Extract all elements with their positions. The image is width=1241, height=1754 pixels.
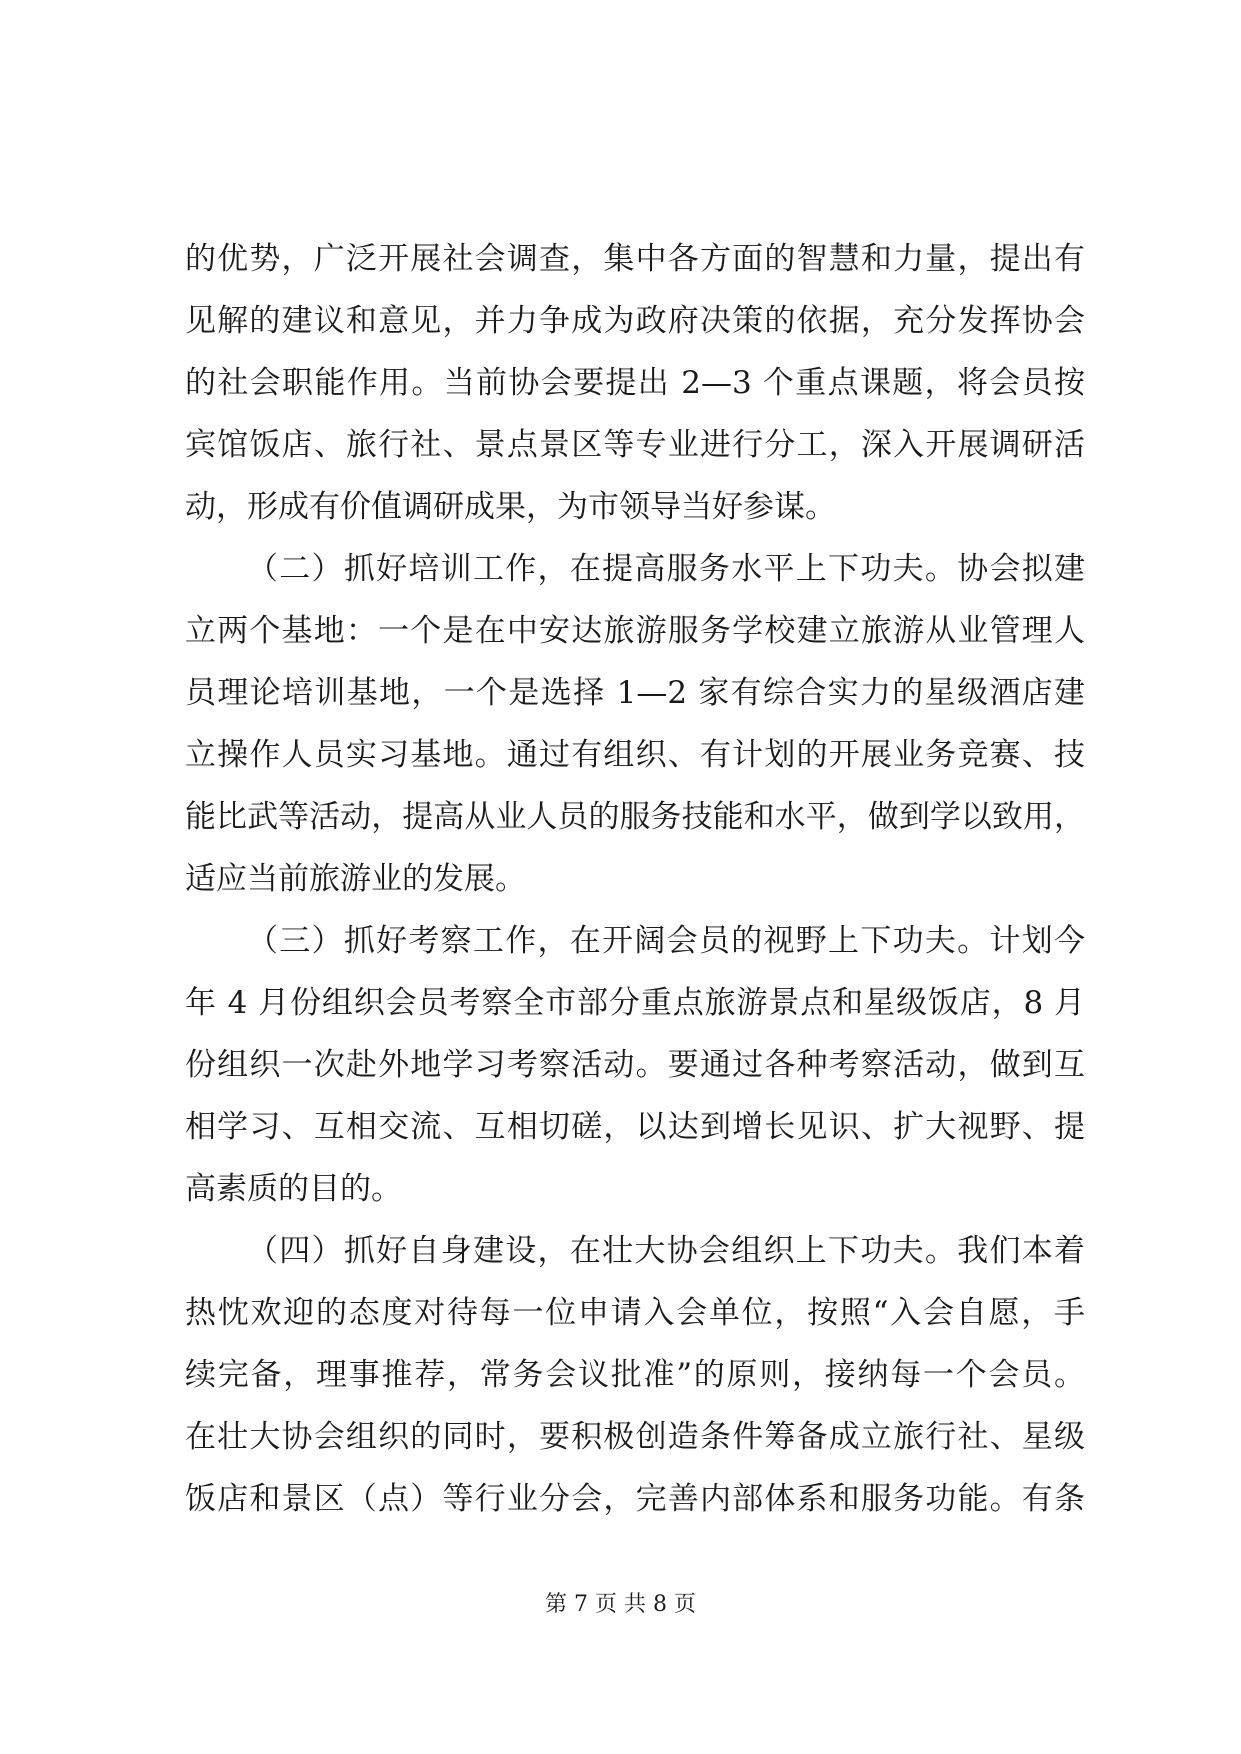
text-line: 的社会职能作用。当前协会要提出 2—3 个重点课题，将会员按 (185, 365, 1085, 401)
paragraph-heading-line: （四）抓好自身建设，在壮大协会组织上下功夫。我们本着 (247, 1233, 1085, 1269)
text-line: 热忱欢迎的态度对待每一位申请入会单位，按照“入会自愿，手 (185, 1295, 1085, 1331)
document-body (185, 228, 1085, 1530)
text-line: 年 4 月份组织会员考察全市部分重点旅游景点和星级饭店，8 月 (185, 985, 1085, 1021)
text-line: 见解的建议和意见，并力争成为政府决策的依据，充分发挥协会 (185, 303, 1085, 339)
text-line: 的优势，广泛开展社会调查，集中各方面的智慧和力量，提出有 (185, 241, 1085, 277)
text-line: 饭店和景区（点）等行业分会，完善内部体系和服务功能。有条 (185, 1481, 1085, 1517)
text-line: 份组织一次赴外地学习考察活动。要通过各种考察活动，做到互 (185, 1047, 1085, 1083)
text-line: 相学习、互相交流、互相切磋，以达到增长见识、扩大视野、提 (185, 1109, 1085, 1145)
text-line: 高素质的目的。 (185, 1171, 402, 1207)
text-line: 立两个基地：一个是在中安达旅游服务学校建立旅游从业管理人 (185, 613, 1085, 649)
text-line: 宾馆饭店、旅行社、景点景区等专业进行分工，深入开展调研活 (185, 427, 1085, 463)
text-line: 续完备，理事推荐，常务会议批准”的原则，接纳每一个会员。 (185, 1357, 1085, 1393)
text-line: 能比武等活动，提高从业人员的服务技能和水平，做到学以致用， (185, 799, 1085, 835)
text-line: 立操作人员实习基地。通过有组织、有计划的开展业务竞赛、技 (185, 737, 1085, 773)
text-line: 适应当前旅游业的发展。 (185, 861, 526, 897)
text-line: 动，形成有价值调研成果，为市领导当好参谋。 (185, 489, 836, 525)
paragraph-heading-line: （二）抓好培训工作，在提高服务水平上下功夫。协会拟建 (247, 551, 1085, 587)
paragraph-heading-line: （三）抓好考察工作，在开阔会员的视野上下功夫。计划今 (247, 923, 1085, 959)
page-number-footer: 第 7 页 共 8 页 (545, 1592, 696, 1617)
text-line: 在壮大协会组织的同时，要积极创造条件筹备成立旅行社、星级 (185, 1419, 1085, 1455)
text-line: 员理论培训基地，一个是选择 1—2 家有综合实力的星级酒店建 (185, 675, 1085, 711)
